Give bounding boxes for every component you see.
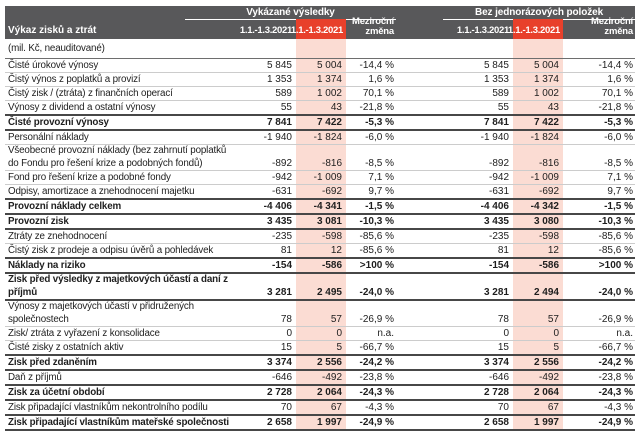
cell-reported-period-b: -586 xyxy=(296,258,346,273)
row-label: Zisk za účetní období xyxy=(5,385,232,400)
row-label: Všeobecné provozní náklady (bez zahrnutí poplatků do Fondu pro řešení krize a podobných fondů) xyxy=(5,145,232,171)
cell-adjusted-period-a: 15 xyxy=(456,341,513,356)
cell-reported-period-a: 3 435 xyxy=(232,214,296,229)
cell-adjusted-change: 9,7 % xyxy=(563,185,635,200)
cell-adjusted-period-b: 67 xyxy=(513,400,563,415)
table-row xyxy=(5,199,635,214)
row-label: Zisk před výsledky z majetkových účastí a daní z příjmů xyxy=(5,273,232,300)
cell-reported-period-a: 15 xyxy=(232,341,296,356)
table-row xyxy=(5,59,635,73)
cell-reported-period-a: 3 374 xyxy=(232,355,296,370)
column-header-period-a-adjusted: 1.1.-1.3.2021 xyxy=(456,25,509,36)
cell-reported-period-a: 7 841 xyxy=(232,115,296,130)
cell-adjusted-period-a: 55 xyxy=(456,101,513,116)
cell-adjusted-change: -26,9 % xyxy=(563,300,635,327)
cell-reported-period-b: -598 xyxy=(296,229,346,244)
cell-adjusted-period-a: 3 374 xyxy=(456,355,513,370)
table-row xyxy=(5,370,635,385)
cell-adjusted-period-b: 2 494 xyxy=(513,273,563,300)
cell-adjusted-change: -1,5 % xyxy=(563,199,635,214)
column-gap xyxy=(396,171,456,185)
column-gap xyxy=(396,115,456,130)
cell-reported-change: -21,8 % xyxy=(346,101,396,116)
cell-reported-change: -24,0 % xyxy=(346,273,396,300)
cell-adjusted-period-a: -942 xyxy=(456,171,513,185)
table-row xyxy=(5,115,635,130)
subtitle-highlight-strip xyxy=(513,39,563,59)
cell-adjusted-period-a: -154 xyxy=(456,258,513,273)
cell-reported-change: -6,0 % xyxy=(346,130,396,145)
row-label: Ztráty ze znehodnocení xyxy=(5,229,232,244)
column-gap xyxy=(396,385,456,400)
cell-reported-period-b: 2 064 xyxy=(296,385,346,400)
cell-reported-period-b: 3 081 xyxy=(296,214,346,229)
cell-reported-period-b: 5 xyxy=(296,341,346,356)
cell-reported-period-a: -646 xyxy=(232,370,296,385)
row-label: Zisk připadající vlastníkům nekontrolního podílu xyxy=(5,400,232,415)
table-row xyxy=(5,214,635,229)
cell-adjusted-change: 7,1 % xyxy=(563,171,635,185)
cell-adjusted-change: -24,2 % xyxy=(563,355,635,370)
cell-adjusted-change: -5,3 % xyxy=(563,115,635,130)
cell-reported-change: 1,6 % xyxy=(346,73,396,87)
table-subtitle: (mil. Kč, neauditované) xyxy=(5,39,232,59)
group-header-adjusted: Bez jednorázových položek xyxy=(443,7,635,20)
cell-adjusted-period-b: 1 997 xyxy=(513,415,563,430)
cell-reported-period-b: 2 495 xyxy=(296,273,346,300)
cell-reported-change: -23,8 % xyxy=(346,370,396,385)
column-header-period-b-adjusted-highlighted: 1.1.-1.3.2021 xyxy=(513,19,563,39)
row-label: Zisk před zdaněním xyxy=(5,355,232,370)
cell-reported-change: >100 % xyxy=(346,258,396,273)
column-gap xyxy=(396,327,456,341)
row-label: Výnosy z majetkových účastí v přidružených společnostech xyxy=(5,300,232,327)
cell-reported-period-a: -892 xyxy=(232,145,296,171)
cell-adjusted-period-b: 3 080 xyxy=(513,214,563,229)
row-label: Provozní zisk xyxy=(5,214,232,229)
row-label: Čistý výnos z poplatků a provizí xyxy=(5,73,232,87)
table-row xyxy=(5,355,635,370)
table-row xyxy=(5,400,635,415)
cell-adjusted-period-a: 78 xyxy=(456,300,513,327)
row-label: Čisté provozní výnosy xyxy=(5,115,232,130)
table-header-band xyxy=(5,6,635,39)
cell-adjusted-period-a: 1 353 xyxy=(456,73,513,87)
cell-adjusted-period-a: -235 xyxy=(456,229,513,244)
cell-reported-change: 9,7 % xyxy=(346,185,396,200)
cell-reported-change: -85,6 % xyxy=(346,229,396,244)
cell-adjusted-period-b: -598 xyxy=(513,229,563,244)
cell-reported-change: -66,7 % xyxy=(346,341,396,356)
cell-adjusted-period-b: 43 xyxy=(513,101,563,116)
table-row xyxy=(5,258,635,273)
column-gap xyxy=(396,214,456,229)
table-row xyxy=(5,385,635,400)
cell-adjusted-change: -85,6 % xyxy=(563,229,635,244)
cell-reported-period-b: 1 997 xyxy=(296,415,346,430)
column-header-period-a-reported: 1.1.-1.3.2021 xyxy=(239,25,292,36)
cell-adjusted-period-b: -1 824 xyxy=(513,130,563,145)
column-gap xyxy=(396,341,456,356)
cell-adjusted-period-b: -1 009 xyxy=(513,171,563,185)
cell-reported-change: -85,6 % xyxy=(346,244,396,259)
cell-reported-period-b: 57 xyxy=(296,300,346,327)
row-label: Daň z příjmů xyxy=(5,370,232,385)
cell-reported-period-b: -816 xyxy=(296,145,346,171)
column-gap xyxy=(396,185,456,200)
cell-reported-change: -26,9 % xyxy=(346,300,396,327)
cell-adjusted-period-a: -1 940 xyxy=(456,130,513,145)
row-label: Čisté úrokové výnosy xyxy=(5,59,232,73)
cell-adjusted-change: 70,1 % xyxy=(563,87,635,101)
row-label: Výnosy z dividend a ostatní výnosy xyxy=(5,101,232,116)
subtitle-spacer xyxy=(346,39,396,59)
cell-reported-period-b: 1 002 xyxy=(296,87,346,101)
subtitle-spacer xyxy=(456,39,513,59)
subtitle-highlight-strip xyxy=(296,39,346,59)
column-gap xyxy=(396,370,456,385)
column-gap xyxy=(396,258,456,273)
cell-adjusted-period-a: 3 281 xyxy=(456,273,513,300)
cell-adjusted-period-a: 70 xyxy=(456,400,513,415)
column-gap xyxy=(396,59,456,73)
cell-adjusted-period-a: -631 xyxy=(456,185,513,200)
cell-reported-period-b: 67 xyxy=(296,400,346,415)
cell-adjusted-period-b: 5 xyxy=(513,341,563,356)
column-gap xyxy=(396,273,456,300)
cell-reported-change: 7,1 % xyxy=(346,171,396,185)
income-statement-table xyxy=(5,39,635,431)
column-gap xyxy=(396,87,456,101)
column-gap xyxy=(396,101,456,116)
cell-adjusted-change: -24,9 % xyxy=(563,415,635,430)
row-label: Zisk připadající vlastníkům mateřské společnosti xyxy=(5,415,232,430)
subtitle-spacer xyxy=(396,39,456,59)
cell-reported-change: -5,3 % xyxy=(346,115,396,130)
cell-reported-period-a: 70 xyxy=(232,400,296,415)
cell-adjusted-period-b: -692 xyxy=(513,185,563,200)
cell-adjusted-change: -66,7 % xyxy=(563,341,635,356)
cell-adjusted-change: -14,4 % xyxy=(563,59,635,73)
row-label: Fond pro řešení krize a podobné fondy xyxy=(5,171,232,185)
table-row xyxy=(5,171,635,185)
cell-adjusted-period-a: 5 845 xyxy=(456,59,513,73)
cell-reported-change: n.a. xyxy=(346,327,396,341)
cell-reported-period-b: -692 xyxy=(296,185,346,200)
cell-adjusted-change: 1,6 % xyxy=(563,73,635,87)
cell-adjusted-change: -23,8 % xyxy=(563,370,635,385)
subtitle-row xyxy=(5,39,635,59)
cell-reported-change: -4,3 % xyxy=(346,400,396,415)
cell-reported-period-b: -1 824 xyxy=(296,130,346,145)
cell-reported-period-b: -1 009 xyxy=(296,171,346,185)
table-row xyxy=(5,87,635,101)
table-body xyxy=(5,39,635,430)
column-header-change-adjusted: Meziroční změna xyxy=(590,16,633,37)
column-gap xyxy=(396,73,456,87)
cell-adjusted-period-b: 0 xyxy=(513,327,563,341)
cell-reported-period-b: 12 xyxy=(296,244,346,259)
table-row xyxy=(5,300,635,327)
cell-reported-period-a: -154 xyxy=(232,258,296,273)
row-label: Čistý zisk / (ztráta) z finančních operací xyxy=(5,87,232,101)
table-row xyxy=(5,273,635,300)
table-row xyxy=(5,101,635,116)
table-row xyxy=(5,145,635,171)
cell-adjusted-period-a: 81 xyxy=(456,244,513,259)
cell-adjusted-change: -85,6 % xyxy=(563,244,635,259)
table-row xyxy=(5,341,635,356)
cell-adjusted-period-a: 3 435 xyxy=(456,214,513,229)
cell-reported-period-a: 3 281 xyxy=(232,273,296,300)
subtitle-spacer xyxy=(563,39,635,59)
cell-adjusted-period-b: 1 374 xyxy=(513,73,563,87)
cell-adjusted-period-a: 2 728 xyxy=(456,385,513,400)
row-label: Zisk/ ztráta z vyřazení z konsolidace xyxy=(5,327,232,341)
cell-reported-period-a: -942 xyxy=(232,171,296,185)
column-gap xyxy=(396,300,456,327)
cell-adjusted-period-b: -816 xyxy=(513,145,563,171)
cell-adjusted-change: -24,3 % xyxy=(563,385,635,400)
cell-reported-period-b: 43 xyxy=(296,101,346,116)
cell-reported-change: -24,2 % xyxy=(346,355,396,370)
cell-adjusted-period-b: 2 064 xyxy=(513,385,563,400)
column-gap xyxy=(396,415,456,430)
row-label: Odpisy, amortizace a znehodnocení majetku xyxy=(5,185,232,200)
cell-reported-period-a: 2 728 xyxy=(232,385,296,400)
cell-adjusted-period-b: 7 422 xyxy=(513,115,563,130)
cell-reported-period-b: 2 556 xyxy=(296,355,346,370)
table-title: Výkaz zisků a ztrát xyxy=(8,25,97,36)
column-gap xyxy=(396,229,456,244)
cell-adjusted-period-a: 7 841 xyxy=(456,115,513,130)
column-header-period-b-reported-highlighted: 1.1.-1.3.2021 xyxy=(296,19,346,39)
table-row xyxy=(5,73,635,87)
cell-reported-change: -10,3 % xyxy=(346,214,396,229)
cell-adjusted-period-a: 589 xyxy=(456,87,513,101)
column-gap xyxy=(396,400,456,415)
table-row xyxy=(5,244,635,259)
column-gap xyxy=(396,199,456,214)
cell-adjusted-change: -4,3 % xyxy=(563,400,635,415)
cell-adjusted-period-b: 1 002 xyxy=(513,87,563,101)
cell-adjusted-change: -10,3 % xyxy=(563,214,635,229)
cell-reported-period-b: 0 xyxy=(296,327,346,341)
cell-reported-period-a: -631 xyxy=(232,185,296,200)
cell-reported-change: -24,3 % xyxy=(346,385,396,400)
cell-reported-period-b: 7 422 xyxy=(296,115,346,130)
cell-reported-period-b: -492 xyxy=(296,370,346,385)
cell-reported-period-a: 1 353 xyxy=(232,73,296,87)
row-label: Provozní náklady celkem xyxy=(5,199,232,214)
cell-reported-period-a: 81 xyxy=(232,244,296,259)
cell-adjusted-period-a: 2 658 xyxy=(456,415,513,430)
cell-adjusted-period-a: -4 406 xyxy=(456,199,513,214)
cell-reported-change: -8,5 % xyxy=(346,145,396,171)
cell-adjusted-period-a: -646 xyxy=(456,370,513,385)
table-row xyxy=(5,185,635,200)
row-label: Personální náklady xyxy=(5,130,232,145)
row-label: Náklady na riziko xyxy=(5,258,232,273)
cell-reported-period-a: 2 658 xyxy=(232,415,296,430)
table-row xyxy=(5,415,635,430)
cell-reported-change: -24,9 % xyxy=(346,415,396,430)
cell-reported-period-a: 0 xyxy=(232,327,296,341)
cell-adjusted-period-b: 57 xyxy=(513,300,563,327)
cell-reported-period-a: 589 xyxy=(232,87,296,101)
cell-adjusted-change: -21,8 % xyxy=(563,101,635,116)
group-header-reported: Vykázané výsledky xyxy=(185,7,396,20)
cell-reported-period-b: 1 374 xyxy=(296,73,346,87)
subtitle-spacer xyxy=(232,39,296,59)
table-row xyxy=(5,327,635,341)
cell-reported-period-a: 55 xyxy=(232,101,296,116)
column-gap xyxy=(396,130,456,145)
cell-reported-change: 70,1 % xyxy=(346,87,396,101)
table-row xyxy=(5,130,635,145)
cell-adjusted-period-b: 5 004 xyxy=(513,59,563,73)
row-label: Čistý zisk z prodeje a odpisu úvěrů a pohledávek xyxy=(5,244,232,259)
cell-adjusted-period-b: 12 xyxy=(513,244,563,259)
cell-adjusted-period-b: -586 xyxy=(513,258,563,273)
cell-adjusted-change: -8,5 % xyxy=(563,145,635,171)
cell-reported-period-a: 5 845 xyxy=(232,59,296,73)
cell-adjusted-period-a: 0 xyxy=(456,327,513,341)
cell-reported-period-b: -4 341 xyxy=(296,199,346,214)
cell-reported-period-a: -235 xyxy=(232,229,296,244)
cell-reported-period-a: -4 406 xyxy=(232,199,296,214)
cell-adjusted-period-b: -4 342 xyxy=(513,199,563,214)
cell-reported-change: -14,4 % xyxy=(346,59,396,73)
cell-reported-period-a: -1 940 xyxy=(232,130,296,145)
column-gap xyxy=(396,145,456,171)
cell-adjusted-change: >100 % xyxy=(563,258,635,273)
cell-adjusted-change: -6,0 % xyxy=(563,130,635,145)
cell-adjusted-period-b: 2 556 xyxy=(513,355,563,370)
cell-adjusted-period-b: -492 xyxy=(513,370,563,385)
cell-reported-period-b: 5 004 xyxy=(296,59,346,73)
cell-adjusted-change: n.a. xyxy=(563,327,635,341)
cell-adjusted-period-a: -892 xyxy=(456,145,513,171)
column-header-change-reported: Meziroční změna xyxy=(351,16,394,37)
cell-adjusted-change: -24,0 % xyxy=(563,273,635,300)
cell-reported-period-a: 78 xyxy=(232,300,296,327)
column-gap xyxy=(396,244,456,259)
column-gap xyxy=(396,355,456,370)
table-row xyxy=(5,229,635,244)
cell-reported-change: -1,5 % xyxy=(346,199,396,214)
row-label: Čisté zisky z ostatních aktiv xyxy=(5,341,232,356)
